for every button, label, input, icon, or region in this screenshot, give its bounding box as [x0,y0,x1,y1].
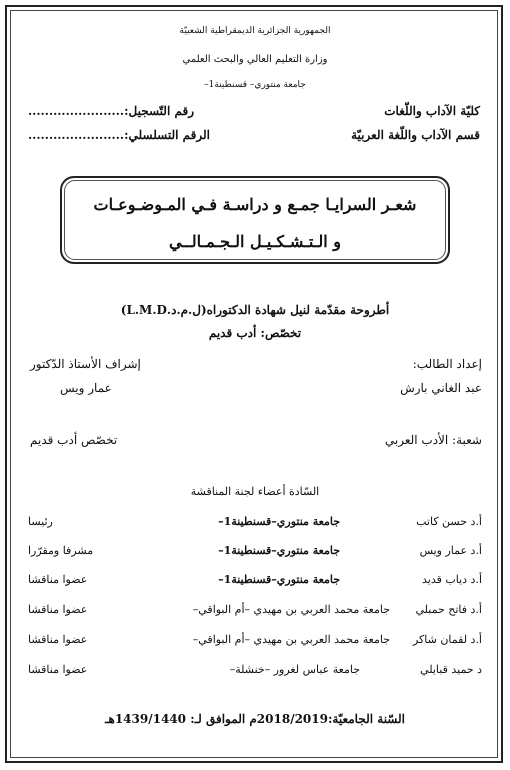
committee-row [0,515,510,531]
republic-header: الجمهورية الجزائرية الديمقراطية الشعبيّة [179,26,331,36]
thesis-subtitle: أطروحة مقدّمة لنيل شهادة الدكتوراه(ل.م.د.L.M.D) [120,303,390,317]
member-role: رئيسا [28,515,53,528]
member-university: جامعة محمد العربي بن مهيدي –أم البواقي– [192,603,390,616]
member-university: جامعة محمد العربي بن مهيدي –أم البواقي– [192,633,390,646]
member-name: د حميد قبايلي [420,663,482,676]
faculty-name: كليّة الآداب واللّغات [384,104,480,118]
prepared-by-label: إعداد الطالب: [412,357,482,371]
committee-heading: السّادة أعضاء لجنة المناقشة [190,485,320,498]
member-name: أ.د حسن كاتب [416,515,482,528]
committee-row [0,663,510,679]
member-name: أ.د لقمان شاكر [412,633,482,646]
registration-number: رقم التّسجيل:....................... [28,104,194,118]
member-role: عضوا مناقشا [28,573,88,586]
committee-row [0,544,510,560]
university-header: جامعة منتوري– قسنطينة1– [204,80,306,90]
member-university: جامعة عباس لغرور –خنشلة– [229,663,360,676]
member-university: جامعة منتوري–قسنطينة1– [218,544,340,557]
thesis-title-line2: و الـتـشـكـيـل الـجـمـالــي [169,232,341,251]
serial-number: الرقم التسلسلي:....................... [28,128,210,142]
branch: شعبة: الأدب العربي [384,433,482,447]
member-role: مشرفا ومقرّرا [28,544,94,557]
thesis-title-line1: شعـر السرايـا جمـع و دراسـة فـي المـوضـوعـات [93,195,417,214]
member-role: عضوا مناقشا [28,633,88,646]
member-university: جامعة منتوري–قسنطينة1– [218,515,340,528]
ministry-header: وزارة التعليم العالي والبحث العلمي [182,54,328,65]
committee-row [0,573,510,589]
academic-year: السّنة الجامعيّة:2018/2019م الموافق لـ: 1439/1440هـ [104,712,406,726]
specialty-secondary: تخصّص أدب قديم [30,433,118,447]
member-name: أ.د فاتح حمبلي [415,603,482,616]
committee-row [0,633,510,649]
member-name: أ.د دياب قديد [422,573,482,586]
student-name: عبد الغاني بارش [400,381,482,395]
supervisor-name: عمار ويس [60,381,112,395]
member-university: جامعة منتوري–قسنطينة1– [218,573,340,586]
member-role: عضوا مناقشا [28,663,88,676]
thesis-specialty: تخصّص: أدب قديم [208,326,302,340]
member-role: عضوا مناقشا [28,603,88,616]
committee-row [0,603,510,619]
department-name: قسم الآداب واللّغة العربيّة [351,128,480,142]
supervisor-label: إشراف الأستاذ الدّكتور [30,357,141,371]
member-name: أ.د عمار ويس [419,544,482,557]
